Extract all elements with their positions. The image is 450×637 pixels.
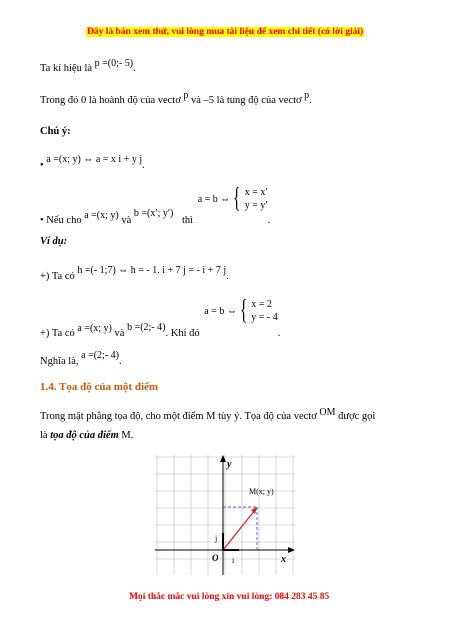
label-x: x	[281, 554, 286, 565]
paragraph-line-2	[40, 430, 133, 441]
para2-a: là	[40, 430, 48, 441]
system2-row2: y = - 4	[251, 312, 278, 323]
para2-c: M.	[121, 430, 134, 441]
example-2	[40, 295, 281, 339]
bullet2-end: .	[267, 214, 271, 226]
vector-om: OM	[319, 407, 336, 418]
ex1-text: +) Ta có	[40, 271, 75, 282]
equality-system-2	[204, 295, 278, 326]
paragraph-line-1	[40, 407, 376, 422]
ex2-end: .	[277, 327, 281, 339]
ex1-math: h =(- 1;7) ⇔ h = - 1. i + 7 j = - i + 7 j	[77, 265, 227, 276]
label-origin: O	[212, 553, 219, 563]
bullet2-m1: a =(x; y)	[84, 209, 119, 221]
bullet2-m2: b =(x′; y′)	[133, 207, 174, 219]
ex2-text: +) Ta có	[40, 327, 75, 339]
coordinate-figure	[155, 455, 295, 575]
explain-end: .	[309, 95, 312, 106]
vector-om-arrow	[223, 510, 255, 550]
section-title: 1.4. Tọa độ của một điểm	[40, 381, 159, 393]
bullet2-thi: thì	[182, 214, 194, 226]
ex1-end: .	[226, 271, 229, 282]
system2-row1: x = 2	[251, 299, 272, 310]
system1-row1: x = x′	[244, 187, 268, 198]
ex3-end: .	[118, 356, 122, 367]
grid-lines	[155, 455, 295, 575]
system1-row2: y = y′	[244, 200, 268, 211]
explain-text-a: Trong đó 0 là hoành độ của vectơ	[40, 95, 181, 106]
system1-lhs: a = b ⇔	[197, 193, 231, 205]
ex2-m1: a =(x; y)	[77, 322, 112, 334]
vector-p-2: p	[304, 90, 310, 101]
x-axis-arrow-icon	[288, 547, 295, 553]
system2-rows	[251, 298, 277, 324]
notation-math: p =(0;- 5)	[94, 58, 134, 69]
para2-term: tọa độ của điểm	[50, 430, 119, 441]
label-m: M(x; y)	[249, 487, 274, 496]
label-y: y	[227, 459, 232, 470]
note-heading: Chú ý:	[40, 126, 71, 137]
label-i: i	[232, 556, 235, 565]
para1-text: Trong mặt phẳng tọa độ, cho một điểm M tùy ý. Tọa độ của vectơ	[40, 411, 317, 422]
notation-text: Ta kí hiệu là	[40, 63, 93, 74]
vector-p-1: p	[183, 90, 189, 101]
notation-line	[40, 58, 136, 74]
ex2-khido: . Khi đó	[165, 327, 200, 339]
example-3	[40, 350, 122, 367]
bullet2-va: và	[121, 214, 132, 226]
coords-explain-line	[40, 90, 312, 106]
system2-lhs: a = b ⇔	[204, 305, 237, 317]
equality-system-1	[197, 183, 268, 214]
system1-rows	[245, 186, 268, 212]
bullet1-end: .	[142, 160, 145, 171]
note-bullet-1	[40, 154, 145, 171]
notation-end: .	[133, 63, 136, 74]
brace-1: {	[233, 183, 241, 214]
ex2-va: và	[114, 327, 125, 339]
example-heading: Ví dụ:	[40, 236, 68, 247]
bullet-dot: •	[40, 160, 44, 171]
bullet2-text: • Nếu cho	[40, 214, 82, 226]
ex3-math: a =(2;- 4)	[81, 350, 119, 361]
note-bullet-2	[40, 183, 271, 226]
explain-text-b: và –5 là tung độ của vectơ	[191, 95, 302, 106]
example-1	[40, 265, 229, 282]
label-j: j	[215, 534, 218, 543]
ex2-m2: b =(2;- 4)	[127, 321, 166, 333]
para1-end: được gọi	[338, 411, 376, 422]
ex3-text: Nghĩa là,	[40, 356, 79, 367]
bullet1-math: a =(x; y) ⇔ a = x i + y j	[46, 154, 143, 165]
preview-banner: Đây là bản xem thử, vui lòng mua tài liệu để xem chi tiết (có lời giải)	[87, 27, 364, 37]
brace-2: {	[239, 295, 248, 326]
contact-footer: Mọi thắc mắc vui lòng xin vui lòng: 084 283 45 85	[129, 592, 330, 602]
